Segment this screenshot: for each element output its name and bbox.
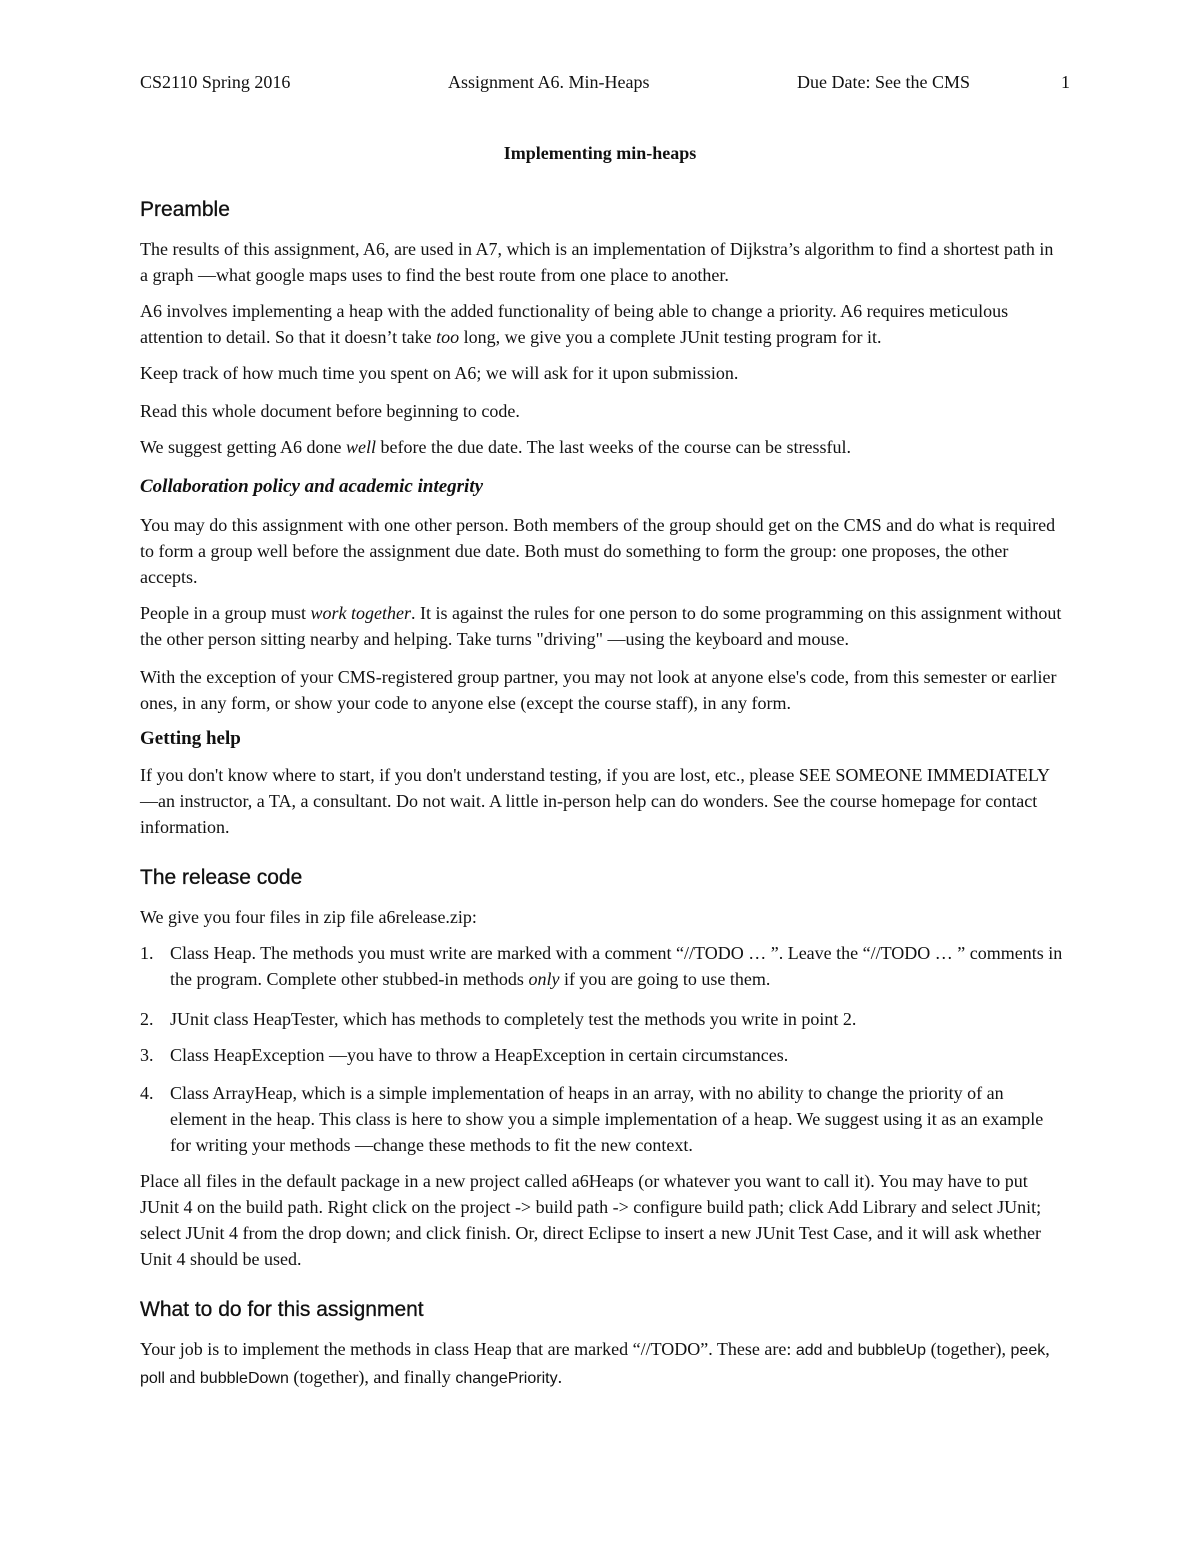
list-item: 3. Class HeapException —you have to throw a HeapException in certain circumstances.: [140, 1045, 789, 1065]
preamble-paragraph-2: A6 involves implementing a heap with the added functionality of being able to change a priority. A6 requires meticulous attention to detail. So that it doesn’t take too long, we give you a complete JUnit testing program for it.: [140, 301, 1009, 347]
header-assignment: Assignment A6. Min-Heaps: [448, 72, 650, 92]
document-title: Implementing min-heaps: [503, 143, 697, 163]
collaboration-paragraph-1: You may do this assignment with one other person. Both members of the group should get on the CMS and do what is required to form a group well before the assignment due date. Both must do something to form the group: one proposes, the other accepts.: [140, 515, 1056, 587]
list-item: 1. Class Heap. The methods you must write are marked with a comment “//TODO … ”. Leave the “//TODO … ” comments in the program. Complete other stubbed-in methods only if you are going to use them.: [140, 943, 1063, 989]
header-due-date: Due Date: See the CMS: [797, 72, 970, 92]
release-file-list: [140, 940, 1065, 1158]
method-poll: poll: [140, 1370, 165, 1387]
method-bubbleup: bubbleUp: [857, 1342, 927, 1359]
section-heading-getting-help: Getting help: [140, 728, 241, 749]
section-heading-preamble: Preamble: [140, 198, 230, 221]
list-item: 2. JUnit class HeapTester, which has methods to completely test the methods you write in point 2.: [140, 1009, 857, 1029]
release-intro: We give you four files in zip file a6release.zip:: [140, 907, 477, 927]
collaboration-paragraph-2: People in a group must work together. It is against the rules for one person to do some programming on this assignment without the other person sitting nearby and helping. Take turns "driving" —using the keyboard and mouse.: [140, 603, 1062, 649]
method-peek: peek: [1010, 1342, 1046, 1359]
page-header: [140, 72, 1072, 98]
preamble-paragraph-4: Read this whole document before beginning to code.: [140, 401, 520, 421]
preamble-paragraph-1: The results of this assignment, A6, are used in A7, which is an implementation of Dijkstra’s algorithm to find a shortest path in a graph —what google maps uses to find the best route from one place to another.: [140, 239, 1054, 285]
section-heading-what-to-do: What to do for this assignment: [140, 1298, 424, 1321]
preamble-paragraph-5: We suggest getting A6 done well before the due date. The last weeks of the course can be stressful.: [140, 437, 852, 457]
help-paragraph: If you don't know where to start, if you don't understand testing, if you are lost, etc., please SEE SOMEONE IMMEDIATELY —an instructor, a TA, a consultant. Do not wait. A little in-person help can do wonders. See the course homepage for contact information.: [140, 765, 1050, 837]
method-add: add: [795, 1342, 823, 1359]
collaboration-paragraph-3: With the exception of your CMS-registered group partner, you may not look at anyone else's code, from this semester or earlier ones, in any form, or show your code to anyone else (except the course staff), in any form.: [140, 667, 1057, 713]
release-outro: Place all files in the default package in a new project called a6Heaps (or whatever you want to call it). You may have to put JUnit 4 on the build path. Right click on the project -> build path -> configure build path; click Add Library and select JUnit; select JUnit 4 from the drop down; and click finish. Or, direct Eclipse to insert a new JUnit Test Case, and it will ask whether Unit 4 should be used.: [140, 1171, 1042, 1269]
section-heading-release-code: The release code: [140, 866, 303, 889]
list-item: 4. Class ArrayHeap, which is a simple implementation of heaps in an array, with no ability to change the priority of an element in the heap. This class is here to show you a simple implementation of a heap. We suggest using it as an example for writing your methods —change these methods to fit the new context.: [140, 1083, 1044, 1155]
preamble-paragraph-3: Keep track of how much time you spent on A6; we will ask for it upon submission.: [140, 363, 739, 383]
method-bubbledown: bubbleDown: [199, 1370, 289, 1387]
header-course: CS2110 Spring 2016: [140, 72, 291, 92]
section-heading-collaboration: Collaboration policy and academic integrity: [140, 476, 484, 497]
document-body: [140, 196, 1065, 1392]
todo-paragraph: Your job is to implement the methods in class Heap that are marked “//TODO”. These are: add and bubbleUp (together), peek, poll and bubbleDown (together), and finally changePriority.: [140, 1339, 1050, 1387]
method-changepriority: changePriority: [455, 1370, 558, 1387]
header-page-number: 1: [1061, 72, 1070, 92]
